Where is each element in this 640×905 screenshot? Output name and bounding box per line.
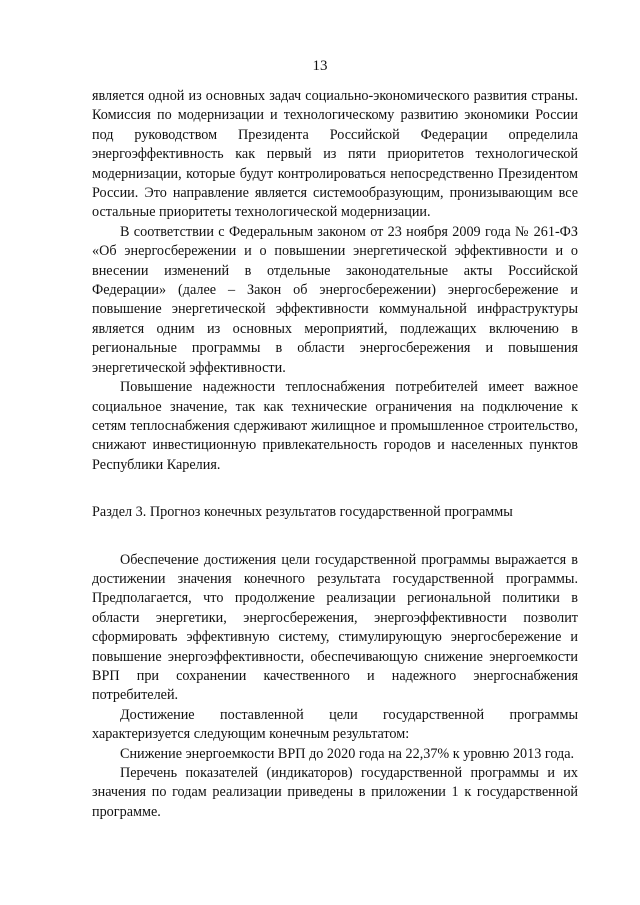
paragraph-continuation: является одной из основных задач социально-экономического развития страны. Комиссия по модернизации и технологическому развитию экономики России под руководством Президента Российской Федерации определила энергоэффективность как первый из пяти приоритетов технологической модернизации, которые будут контролироваться непосредственно Президентом России. Это направление является системообразующим, пронизывающим все остальные приоритеты технологической модернизации. [92,88,578,221]
paragraph-goal: Обеспечение достижения цели государственной программы выражается в достижении значения конечного результата государственной программы. Предполагается, что продолжение реализации региональной политики в области энергетики, энергосбережения, энергоэффективности позволит сформировать эффективную систему, стимулирующую энергосбережение и повышение энергоэффективности, обеспечивающую снижение энергоемкости ВРП при сохранении качественного и надежного энергоснабжения потребителей. [92,551,578,704]
paragraph-federal-law: В соответствии с Федеральным законом от 23 ноября 2009 года № 261-ФЗ «Об энергосбережении и о повышении энергетической эффективности и о внесении изменений в отдельные законодательные акты Российской Федерации» (далее – Закон об энергосбережении) энергосбережение и повышение энергетической эффективности коммунальной инфраструктуры является одним из основных мероприятий, подлежащих включению в региональные программы в области энергосбережения и повышения энергетической эффективности. [92,223,578,376]
paragraph-result: Снижение энергоемкости ВРП до 2020 года на 22,37% к уровню 2013 года. [120,745,575,762]
paragraph-achievement: Достижение поставленной цели государственной программы характеризуется следующим конечным результатом: [92,706,578,743]
section-heading: Раздел 3. Прогноз конечных результатов государственной программы [92,504,513,521]
paragraph-heat-supply: Повышение надежности теплоснабжения потребителей имеет важное социальное значение, так как технические ограничения на подключение к сетям теплоснабжения сдерживают жилищное и промышленное строительство, снижают инвестиционную привлекательность городов и населенных пунктов Республики Карелия. [92,379,578,473]
paragraph-indicators: Перечень показателей (индикаторов) государственной программы и их значения по годам реализации приведены в приложении 1 к государственной программе. [92,765,578,820]
page-number: 13 [312,58,328,74]
document-body [92,87,578,822]
